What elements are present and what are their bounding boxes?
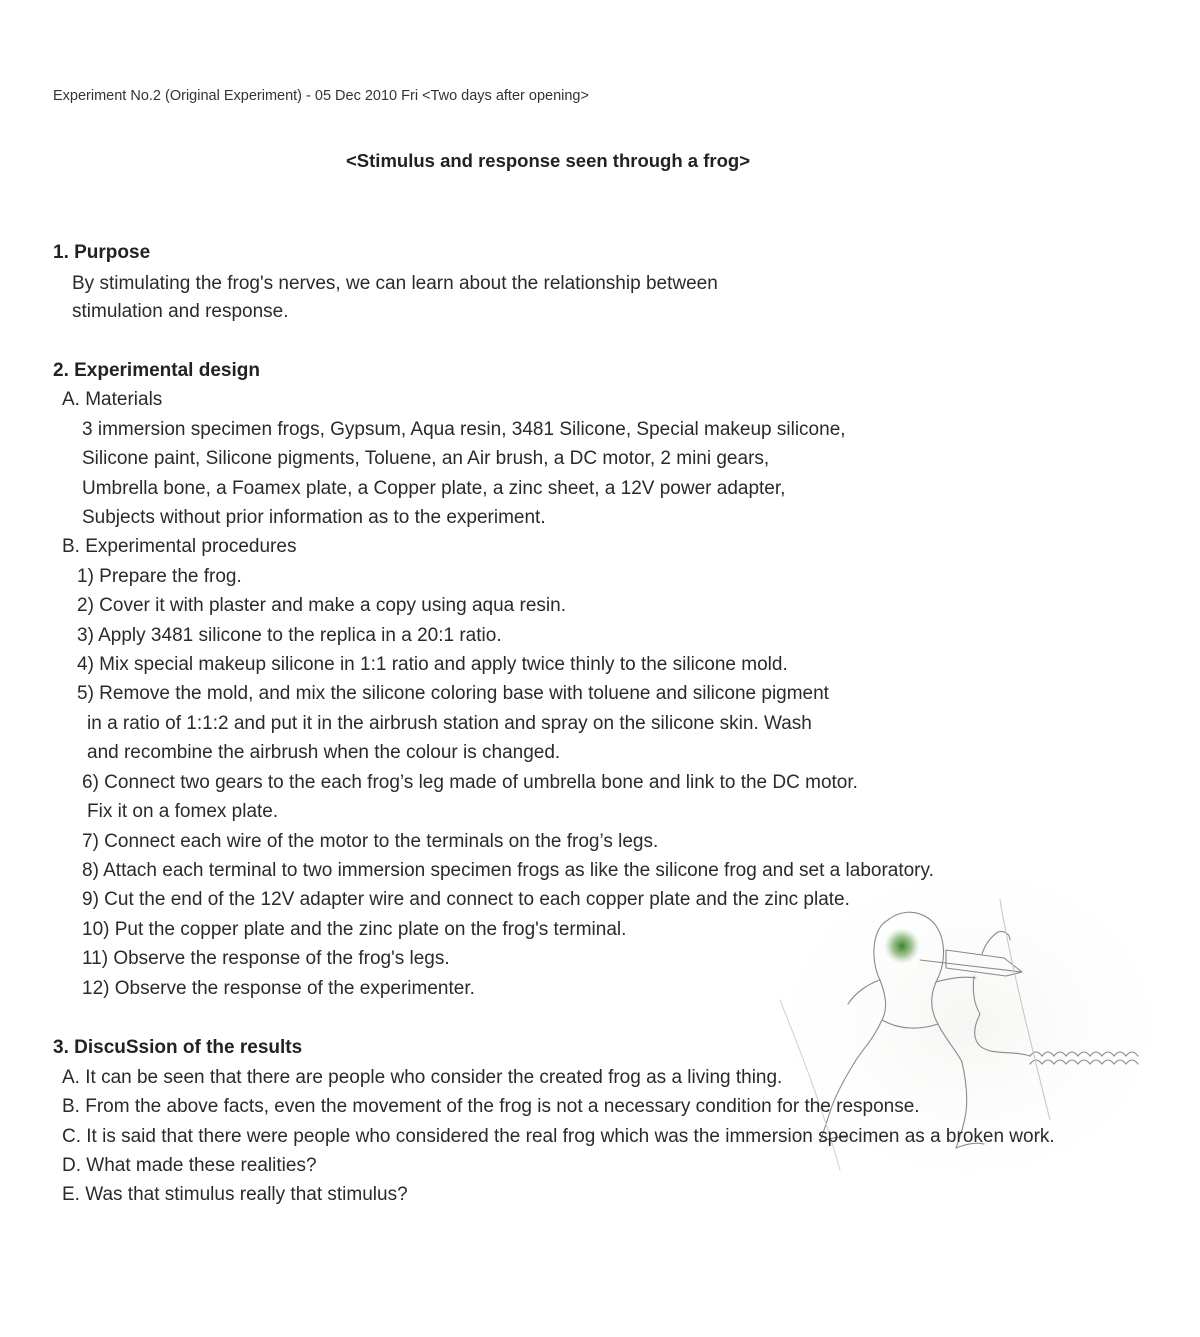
frog-airbrush-sketch-icon (760, 880, 1160, 1210)
discussion-heading: 3. DiscuSsion of the results (53, 1037, 303, 1058)
procedure-step: 12) Observe the response of the experimenter. (82, 978, 475, 999)
procedure-step-continued: Fix it on a fomex plate. (87, 801, 279, 822)
procedure-step: 1) Prepare the frog. (77, 566, 242, 587)
discussion-line: D. What made these realities? (62, 1155, 317, 1176)
procedures-heading: B. Experimental procedures (62, 536, 297, 557)
materials-line: Umbrella bone, a Foamex plate, a Copper plate, a zinc sheet, a 12V power adapter, (82, 478, 786, 499)
procedure-step: 7) Connect each wire of the motor to the terminals on the frog’s legs. (82, 831, 659, 852)
materials-line: 3 immersion specimen frogs, Gypsum, Aqua resin, 3481 Silicone, Special makeup silicone, (82, 419, 846, 440)
materials-line: Silicone paint, Silicone pigments, Toluene, an Air brush, a DC motor, 2 mini gears, (82, 448, 770, 469)
procedure-step: 11) Observe the response of the frog's legs. (82, 948, 450, 969)
procedure-step: 10) Put the copper plate and the zinc plate on the frog's terminal. (82, 919, 627, 940)
discussion-line: E. Was that stimulus really that stimulus? (62, 1184, 408, 1205)
procedure-step: 2) Cover it with plaster and make a copy using aqua resin. (77, 595, 566, 616)
procedure-step: 4) Mix special makeup silicone in 1:1 ratio and apply twice thinly to the silicone mold. (77, 654, 788, 675)
materials-heading: A. Materials (62, 389, 163, 410)
procedure-step: 5) Remove the mold, and mix the silicone coloring base with toluene and silicone pigment (77, 683, 829, 704)
experiment-header: Experiment No.2 (Original Experiment) - 05 Dec 2010 Fri <Two days after opening> (53, 88, 589, 104)
procedure-step-continued: in a ratio of 1:1:2 and put it in the airbrush station and spray on the silicone skin. Wash (87, 713, 812, 734)
procedure-step: 8) Attach each terminal to two immersion specimen frogs as like the silicone frog and set a laboratory. (82, 860, 934, 881)
design-heading: 2. Experimental design (53, 360, 260, 381)
purpose-line: By stimulating the frog's nerves, we can learn about the relationship between (72, 273, 718, 294)
discussion-line: C. It is said that there were people who considered the real frog which was the immersion specimen as a broken work. (62, 1126, 1055, 1147)
purpose-line: stimulation and response. (72, 301, 289, 322)
document-title: <Stimulus and response seen through a frog> (346, 150, 750, 171)
materials-line: Subjects without prior information as to the experiment. (82, 507, 546, 528)
discussion-line: B. From the above facts, even the movement of the frog is not a necessary condition for the response. (62, 1096, 920, 1117)
procedure-step-continued: and recombine the airbrush when the colour is changed. (87, 742, 561, 763)
discussion-line: A. It can be seen that there are people who consider the created frog as a living thing. (62, 1067, 783, 1088)
procedure-step: 6) Connect two gears to the each frog’s leg made of umbrella bone and link to the DC motor. (82, 772, 858, 793)
green-spray-spot (884, 928, 920, 964)
purpose-heading: 1. Purpose (53, 242, 151, 263)
procedure-step: 9) Cut the end of the 12V adapter wire and connect to each copper plate and the zinc plate. (82, 889, 850, 910)
procedure-step: 3) Apply 3481 silicone to the replica in a 20:1 ratio. (77, 625, 502, 646)
